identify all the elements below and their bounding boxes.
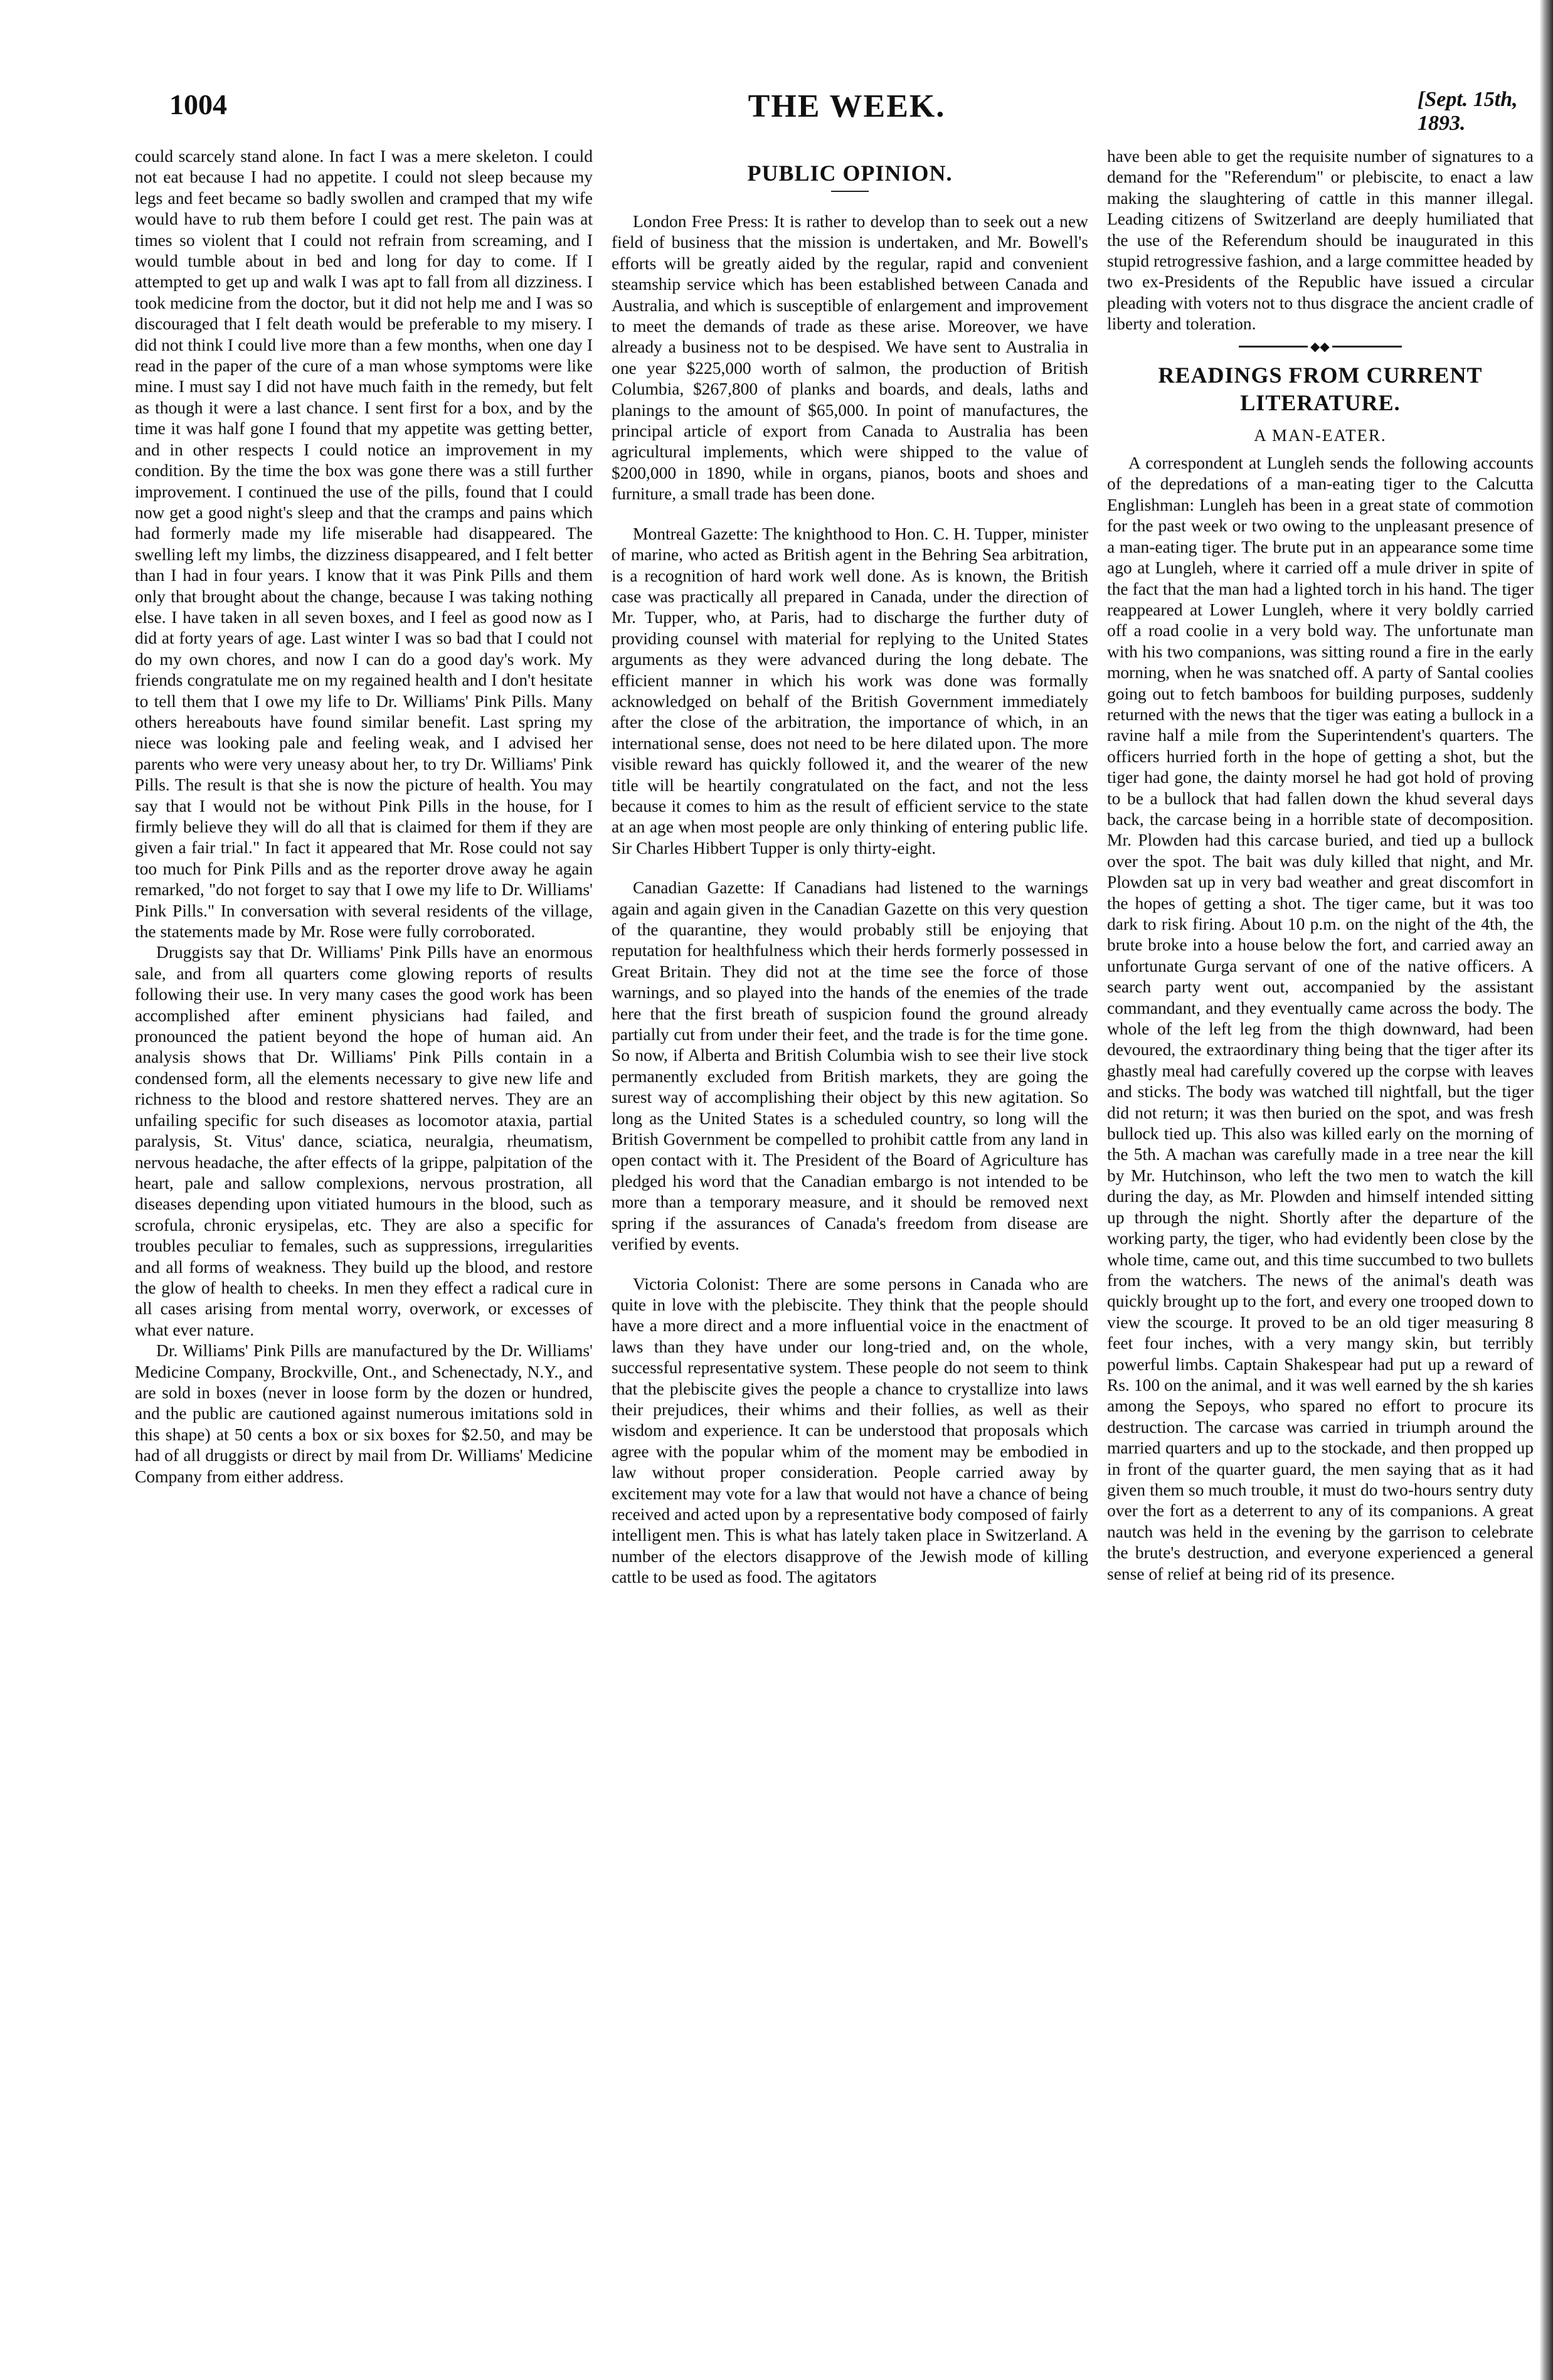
column-right — [1107, 146, 1534, 2366]
publication-title: THE WEEK. — [748, 88, 946, 124]
article-paragraph: Dr. Williams' Pink Pills are manufactured by the Dr. Williams' Medicine Company, Brockville, Ont., and Schenectady, N.Y., and are sold in boxes (never in loose form by the dozen or hundred, and the public are cautioned against numerous imitations sold in this shape) at 50 cents a box or six boxes for $2.50, and may be had of all druggists or direct by mail from Dr. Williams' Medicine Company from either address. — [135, 1341, 593, 1486]
page-binding-shadow — [1540, 0, 1553, 2380]
ornamental-divider — [1239, 346, 1402, 348]
divider — [831, 191, 869, 192]
column-middle — [612, 146, 1088, 2366]
article-paragraph: Druggists say that Dr. Williams' Pink Pills have an enormous sale, and from all quarters come glowing reports of results following their use. In very many cases the good work has been accomplished after eminent physicians had failed, and pronounced the patient beyond the hope of human aid. An analysis shows that Dr. Williams' Pink Pills contain in a condensed form, all the elements necessary to give new life and richness to the blood and restore shattered nerves. They are an unfailing specific for such diseases as locomotor ataxia, partial paralysis, St. Vitus' dance, sciatica, neuralgia, rheumatism, nervous headache, the after effects of la grippe, palpitation of the heart, pale and sallow complexions, nervous prostration, all diseases depending upon vitiated humours in the blood, such as scrofula, chronic erysipelas, etc. They are also a specific for troubles peculiar to females, such as suppressions, irregularities and all forms of weakness. They build up the blood, and restore the glow of health to cheeks. In men they effect a radical cure in all cases arising from mental worry, overwork, or excesses of what ever nature. — [135, 942, 593, 1339]
article-paragraph: Montreal Gazette: The knighthood to Hon. C. H. Tupper, minister of marine, who acted as British agent in the Behring Sea arbitration, is a recognition of hard work well done. As is known, the British case was practically all prepared in Canada, under the direction of Mr. Tupper, who, at Paris, had to discharge the further duty of providing counsel with material for replying to the United States arguments as they were advanced during the long debate. The efficient manner in which his work was done was formally acknowledged on behalf of the British Government immediately after the close of the arbitration, the importance of which, in an international sense, does not need to be here dilated upon. The more visible reward has quickly followed it, and the wearer of the new title will be heartily congratulated on the fact, and not the less because it comes to him as the result of efficient service to the state at an age when most people are only thinking of entering public life. Sir Charles Hibbert Tupper is only thirty-eight. — [612, 523, 1088, 858]
page-number: 1004 — [169, 88, 227, 120]
article-paragraph: London Free Press: It is rather to develop than to seek out a new field of business that the mission is undertaken, and Mr. Bowell's efforts will be greatly aided by the regular, rapid and convenient steamship service which has been established between Canada and Australia, and which is susceptible of enlargement and improvement to meet the demands of trade as these arise. Moreover, we have already a business not to be despised. We have sent to Australia in one year $225,000 worth of salmon, the production of British Columbia, $267,800 of planks and boards, and deals, laths and planings to the amount of $65,000. In point of manufactures, the principal article of export from Canada to Australia has been agricultural implements, which were shipped to the value of $200,000 in 1890, while in organs, pianos, boots and shoes and furniture, a small trade has been done. — [612, 211, 1088, 504]
section-heading-public-opinion: PUBLIC OPINION. — [747, 161, 953, 186]
issue-date: [Sept. 15th, 1893. — [1418, 88, 1518, 135]
article-paragraph: could scarcely stand alone. In fact I was a mere skeleton. I could not eat because I had no appetite. I could not sleep because my legs and feet became so badly swollen and cramped that my wife would have to rub them before I could get rest. The pain was at times so violent that I could not refrain from screaming, and I would tumble about in bed and long for day to come. If I attempted to get up and walk I was apt to fall from all dizziness. I took medicine from the doctor, but it did not help me and I was so discouraged that I felt death would be preferable to my misery. I did not think I could live more than a few months, when one day I read in the paper of the cure of a man whose symptoms were like mine. I must say I did not have much faith in the remedy, but felt as though it were a last chance. I sent first for a box, and by the time it was half gone I found that my appetite was getting better, and in other respects I could notice an improvement in my condition. By the time the box was gone there was a still further improvement. I continued the use of the pills, found that I could now get a good night's sleep and that the cramps and pains which had formerly made my life miserable had disappeared. The swelling left my limbs, the dizziness disappeared, and I felt better than I had in four years. I know that it was Pink Pills and them only that brought about the change, because I was taking nothing else. I have taken in all seven boxes, and I feel as good now as I did at forty years of age. Last winter I was so bad that I could not do my own chores, and now I can do a good day's work. My friends congratulate me on my regained health and I don't hesitate to tell them that I owe my life to Dr. Williams' Pink Pills. Many others hereabouts have found similar benefit. Last spring my niece was looking pale and feeling weak, and I advised her parents who were very uneasy about her, to try Dr. Williams' Pink Pills. The result is that she is now the picture of health. You may say that I would not be without Pink Pills in the house, for I firmly believe they will do all that is claimed for them if they are given a fair trial." In fact it appeared that Mr. Rose could not say too much for Pink Pills and as the reporter drove away he again remarked, "do not forget to say that I owe my life to Dr. Williams' Pink Pills." In conversation with several residents of the village, the statements made by Mr. Rose were fully corroborated. — [135, 146, 593, 942]
article-paragraph: Victoria Colonist: There are some persons in Canada who are quite in love with the plebiscite. They think that the people should have a more direct and a more influential voice in the enactment of laws than they have under our long-tried and, on the whole, successful representative system. These people do not seem to think that the plebiscite gives the people a chance to crystallize into laws their prejudices, their whims and their follies, as well as their wisdom and experience. It can be understood that proposals which agree with the popular whim of the moment may be embodied in law without proper consideration. People carried away by excitement may vote for a law that would not have a chance of being received and acted upon by a representative body composed of fairly intelligent men. This is what has lately taken place in Switzerland. A number of the electors disapprove of the Jewish mode of killing cattle to be used as food. The agitators — [612, 1273, 1088, 1587]
column-left — [135, 146, 593, 2366]
article-paragraph: Canadian Gazette: If Canadians had listened to the warnings again and again given in the Canadian Gazette on this very question of the quarantine, they would probably still be enjoying that reputation for healthfulness which their herds formerly possessed in Great Britain. They did not at the time see the force of those warnings, and so played into the hands of the enemies of the trade here that the first breath of suspicion found the ground already partially cut from under their feet, and the trade is for the time gone. So now, if Alberta and British Columbia wish to see their live stock permanently excluded from British markets, they are going the surest way of accomplishing their object by this new agitation. So long as the United States is a scheduled country, so long will the British Government be compelled to prohibit cattle from any land in open contact with it. The President of the Board of Agriculture has pledged his word that the Canadian embargo is not intended to be more than a temporary measure, and it should be removed next spring if the assurances of Canada's freedom from disease are verified by events. — [612, 878, 1088, 1254]
article-paragraph: have been able to get the requisite number of signatures to a demand for the "Referendum" or plebiscite, to enact a law making the slaughtering of cattle in this manner illegal. Leading citizens of Switzerland are deeply humiliated that the use of the Referendum should be inaugurated in this stupid retrogressive fashion, and a large committee headed by two ex-Presidents of the Republic have issued a circular pleading with voters not to thus disgrace the ancient cradle of liberty and toleration. — [1107, 146, 1534, 334]
section-heading-readings: READINGS FROM CURRENT LITERATURE. — [1158, 362, 1483, 415]
article-subheading: A MAN-EATER. — [1254, 425, 1387, 445]
article-paragraph: A correspondent at Lungleh sends the following accounts of the depredations of a man-eating tiger to the Calcutta Englishman: Lungleh has been in a great state of commotion for the past week or two owing to the unpleasant presence of a man-eating tiger. The brute put in an appearance some time ago at Lungleh, where it carried off a mule driver in spite of the fact that the man had a lighted torch in his hand. The tiger reappeared at Lower Lungleh, where it very boldly carried off a road coolie in a very bold way. The unfortunate man with his two companions, was sitting round a fire in the early morning, when he was snatched off. A party of Santal coolies going out to fetch bamboos for building purposes, suddenly returned with the news that the tiger was eating a bullock in a ravine half a mile from the Superintendent's quarters. The officers hurried forth in the hope of getting a shot, but the tiger had gone, the dainty morsel he had got hold of proving to be a bullock that had fallen down the khud several days back, the carcase being in a horrible state of decomposition. Mr. Plowden had this carcase buried, and tied up a bullock over the spot. The bait was duly killed that night, and Mr. Plowden sat up in very bad weather and great discomfort in the hopes of getting a shot. The tiger came, but it was too dark to risk firing. About 10 p.m. on the night of the 4th, the brute broke into a house below the fort, and carried away an unfortunate Gurga servant of one of the native officers. A search party went out, accompanied by the assistant commandant, and they eventually came across the body. The whole of the left leg from the thigh downward, had been devoured, the extraordinary thing being that the tiger after its ghastly meal had carefully covered up the corpse with leaves and sticks. The body was watched till nightfall, but the tiger did not return; it was then buried on the spot, and was fresh bullock tied up. This also was killed early on the morning of the 5th. A machan was carefully made in a tree near the kill by Mr. Hutchinson, who left the two men to watch the kill during the day, as Mr. Plowden and himself intended sitting up through the night. Shortly after the departure of the working party, the tiger, who had evidently been close by the whole time, came out, and this time succumbed to two bullets from the watchers. The news of the animal's death was quickly brought up to the fort, and every one trooped down to view the scourge. It proved to be an old tiger measuring 8 feet four inches, with a very mangy skin, but terribly powerful limbs. Captain Shakespear had put up a reward of Rs. 100 on the animal, and it was well earned by the sh karies among the Sepoys, who spared no effort to procure its destruction. The carcase was carried in triumph around the married quarters and up to the stockade, and then propped up in front of the quarter guard, the men saying that as it had given them so much trouble, it must do two-hours sentry duty over the fort as a deterrent to any of its companions. A great nautch was held in the evening by the garrison to celebrate the brute's destruction, and everyone experienced a general sense of relief at being rid of its presence. — [1107, 453, 1534, 1583]
